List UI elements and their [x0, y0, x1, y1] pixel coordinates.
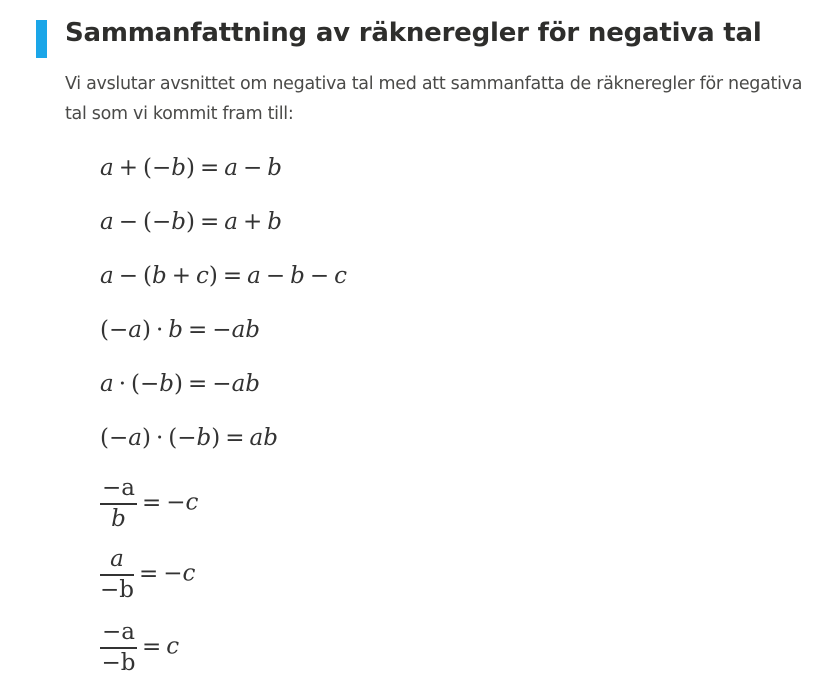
fraction: $\frac{a}{-b}$ [100, 546, 134, 603]
rule-7: $\frac{-a}{b}$ = −c [102, 475, 199, 532]
rule-9: $\frac{-a}{-b}$ = c [101, 619, 180, 676]
intro-paragraph: Vi avslutar avsnittet om negativa tal med att sammanfatta de räkneregler för negativa tal som vi kommit fram till: [65, 74, 803, 124]
rule-8: $\frac{a}{-b}$ = −c [100, 546, 196, 603]
rule-4: (−a) · b = −ab [100, 317, 260, 343]
rule-5: a · (−b) = −ab [100, 371, 260, 397]
rule-6: (−a) · (−b) = ab [100, 425, 278, 451]
fraction: $\frac{-a}{-b}$ [101, 619, 136, 676]
section-title: Sammanfattning av räkneregler för negativa tal [65, 18, 762, 48]
rule-1: a + (−b) = a − b [100, 155, 282, 181]
heading-accent-bar [36, 20, 47, 58]
fraction: $\frac{-a}{b}$ [102, 475, 135, 532]
rule-3: a − (b + c) = a − b − c [100, 263, 348, 289]
rule-2: a − (−b) = a + b [100, 209, 282, 235]
